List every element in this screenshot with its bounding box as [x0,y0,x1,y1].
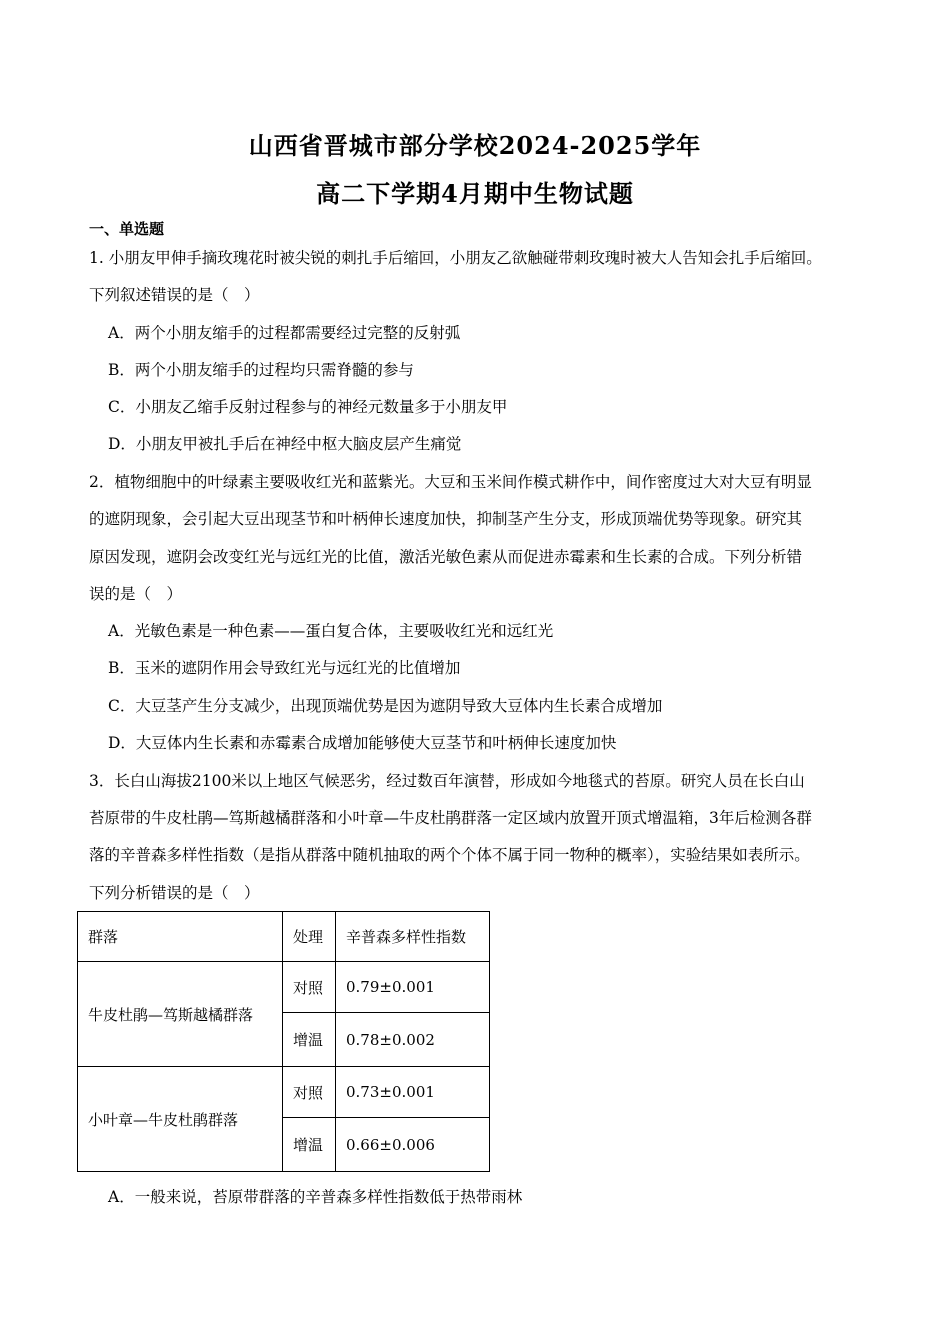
community-cell: 牛皮杜鹃—笃斯越橘群落 [78,962,283,1067]
question-2-stem-line-3: 原因发现，遮阴会改变红光与远红光的比值，激活光敏色素从而促进赤霉素和生长素的合成。下列分析错 [89,548,803,566]
index-cell: 0.73±0.001 [336,1067,490,1118]
question-2-option-d: D．大豆体内生长素和赤霉素合成增加能够使大豆茎节和叶柄伸长速度加快 [108,734,617,752]
question-2-option-b: B．玉米的遮阴作用会导致红光与远红光的比值增加 [108,659,461,677]
question-2-option-c: C．大豆茎产生分支减少，出现顶端优势是因为遮阴导致大豆体内生长素合成增加 [108,697,663,715]
question-1-option-c: C．小朋友乙缩手反射过程参与的神经元数量多于小朋友甲 [108,398,508,416]
section-heading: 一、单选题 [89,220,165,238]
table-row [78,1067,490,1118]
question-1-option-d: D．小朋友甲被扎手后在神经中枢大脑皮层产生痛觉 [108,435,462,453]
document-title-line2: 高二下学期4月期中生物试题 [316,179,634,208]
table-header-cell: 辛普森多样性指数 [336,912,490,962]
treatment-cell: 对照 [283,1067,336,1118]
question-3-stem-line-1: 3．长白山海拔2100米以上地区气候恶劣，经过数百年演替，形成如今地毯式的苔原。研究人员在长白山 [89,772,805,790]
index-cell: 0.78±0.002 [336,1013,490,1067]
treatment-cell: 增温 [283,1118,336,1172]
question-3-stem-line-3: 落的辛普森多样性指数（是指从群落中随机抽取的两个个体不属于同一物种的概率），实验结果如表所示。 [89,846,810,864]
question-2-option-a: A．光敏色素是一种色素——蛋白复合体，主要吸收红光和远红光 [108,622,554,640]
question-2-stem-line-1: 2．植物细胞中的叶绿素主要吸收红光和蓝紫光。大豆和玉米间作模式耕作中，间作密度过大对大豆有明显 [89,473,812,491]
treatment-cell: 增温 [283,1013,336,1067]
question-1-option-a: A．两个小朋友缩手的过程都需要经过完整的反射弧 [108,324,461,342]
document-title-line1: 山西省晋城市部分学校2024-2025学年 [248,131,702,160]
question-3-option-a: A．一般来说，苔原带群落的辛普森多样性指数低于热带雨林 [108,1188,523,1206]
table-header-row [78,912,490,962]
question-3-stem-line-2: 苔原带的牛皮杜鹃—笃斯越橘群落和小叶章—牛皮杜鹃群落一定区域内放置开顶式增温箱，3年后检测各群 [89,809,812,827]
question-1-stem-line-1: 1. 小朋友甲伸手摘玫瑰花时被尖锐的刺扎手后缩回，小朋友乙欲触碰带刺玫瑰时被大人告知会扎手后缩回。 [89,249,822,267]
table-row [78,962,490,1013]
index-cell: 0.79±0.001 [336,962,490,1013]
question-1-option-b: B．两个小朋友缩手的过程均只需脊髓的参与 [108,361,414,379]
question-2-stem-line-2: 的遮阴现象，会引起大豆出现茎节和叶柄伸长速度加快，抑制茎产生分支，形成顶端优势等现象。研究其 [89,510,803,528]
index-cell: 0.66±0.006 [336,1118,490,1172]
table-header-cell: 处理 [283,912,336,962]
question-3-stem-line-4: 下列分析错误的是（ ） [89,884,260,902]
diversity-index-table [77,911,490,1172]
treatment-cell: 对照 [283,962,336,1013]
question-1-stem-line-2: 下列叙述错误的是（ ） [89,286,260,304]
table-header-cell: 群落 [78,912,283,962]
community-cell: 小叶章—牛皮杜鹃群落 [78,1067,283,1172]
question-2-stem-line-4: 误的是（ ） [89,585,183,603]
